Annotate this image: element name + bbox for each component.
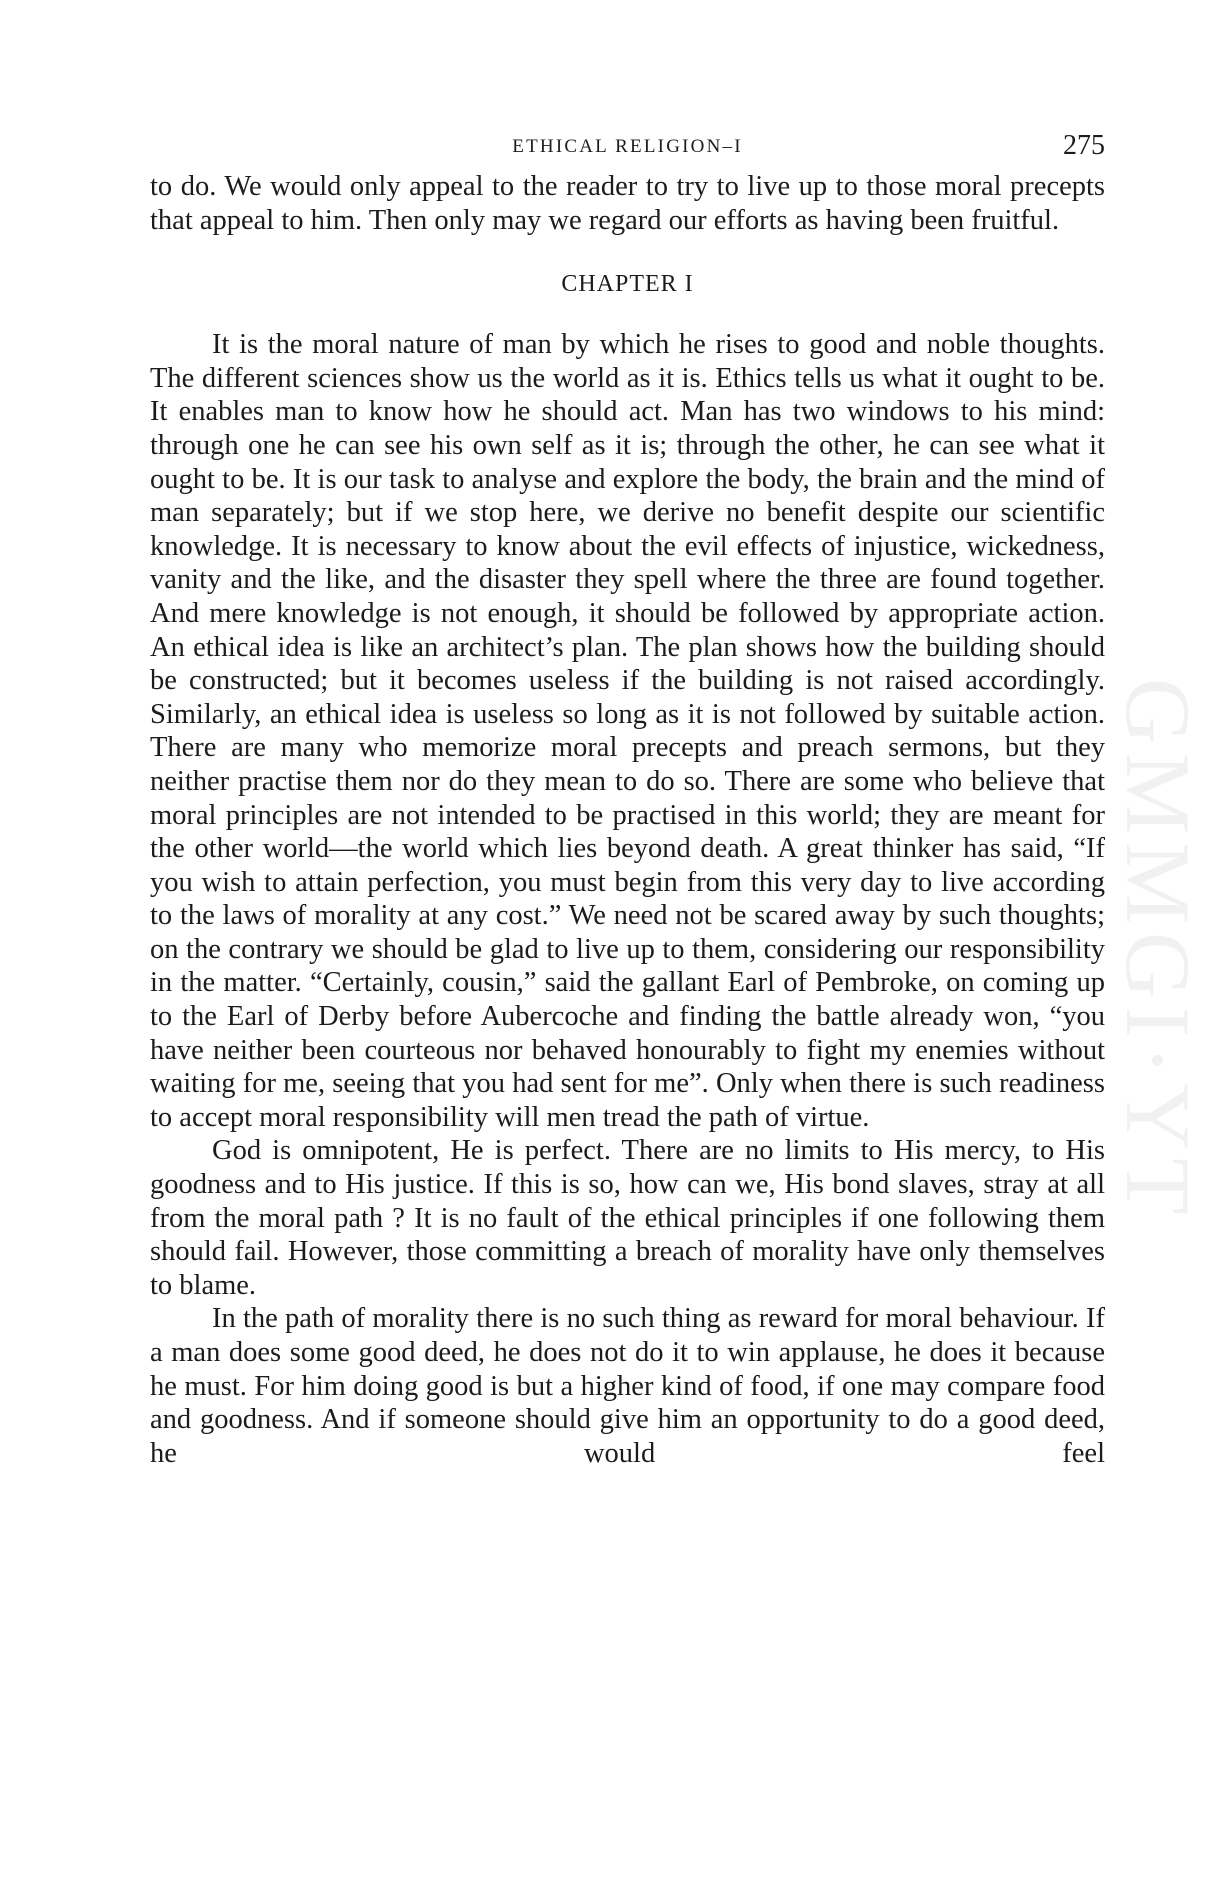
running-head xyxy=(150,120,1105,170)
chapter-heading: CHAPTER I xyxy=(561,271,694,298)
book-page xyxy=(150,120,1105,1470)
body-paragraph-2: God is omnipotent, He is perfect. There are no limits to His mercy, to His goodness and to His justice. If this is so, how can we, His bond slaves, stray at all from the moral path ? It is no fault of the ethical principles if one following them should fail. However, those committing a breach of morality have only themselves to blame. xyxy=(150,1135,1105,1301)
page-number: 275 xyxy=(1063,130,1105,161)
body-paragraph-1: It is the moral nature of man by which he rises to good and noble thoughts. The different sciences show us the world as it is. Ethics tells us what it ought to be. It enables man to know how he should act. Man has two windows to his mind: through one he can see his own self as it is; through the other, he can see what it ought to be. It is our task to analyse and explore the body, the brain and the mind of man separately; but if we stop here, we derive no benefit despite our scientific knowledge. It is necessary to know about the evil effects of injustice, wickedness, vanity and the like, and the disaster they spell where the three are found together. And mere knowledge is not enough, it should be followed by appropriate action. An ethical idea is like an architect’s plan. The plan shows how the building should be constructed; but it becomes useless if the building is not raised accordingly. Similarly, an ethical idea is useless so long as it is not followed by suitable action. There are many who memorize moral precepts and preach sermons, but they neither practise them nor do they mean to do so. There are some who believe that moral principles are not intended to be practised in this world; they are meant for the other world—the world which lies beyond death. A great thinker has said, “If you wish to attain perfection, you must begin from this very day to live according to the laws of morality at any cost.” We need not be scared away by such thoughts; on the contrary we should be glad to live up to them, considering our responsibility in the matter. “Certainly, cousin,” said the gallant Earl of Pembroke, on coming up to the Earl of Derby before Aubercoche and finding the battle already won, “you have neither been courteous nor behaved honourably to fight my enemies without waiting for me, seeing that you had sent for me”. Only when there is such readiness to accept moral responsibility will men tread the path of virtue. xyxy=(150,329,1105,1133)
body-paragraph-3: In the path of morality there is no such thing as reward for moral behaviour. If a man does some good deed, he does not do it to win applause, he does it because he must. For him doing good is but a higher kind of food, if one may compare food and goodness. And if someone should give him an opportunity to do a good deed, he would feel xyxy=(150,1303,1105,1469)
running-title: ETHICAL RELIGION–I xyxy=(512,136,743,157)
intro-paragraph: to do. We would only appeal to the reader to try to live up to those moral precepts that appeal to him. Then only may we regard our efforts as having been fruitful. xyxy=(150,171,1105,236)
watermark: GMMGI·YT xyxy=(1107,677,1209,1223)
